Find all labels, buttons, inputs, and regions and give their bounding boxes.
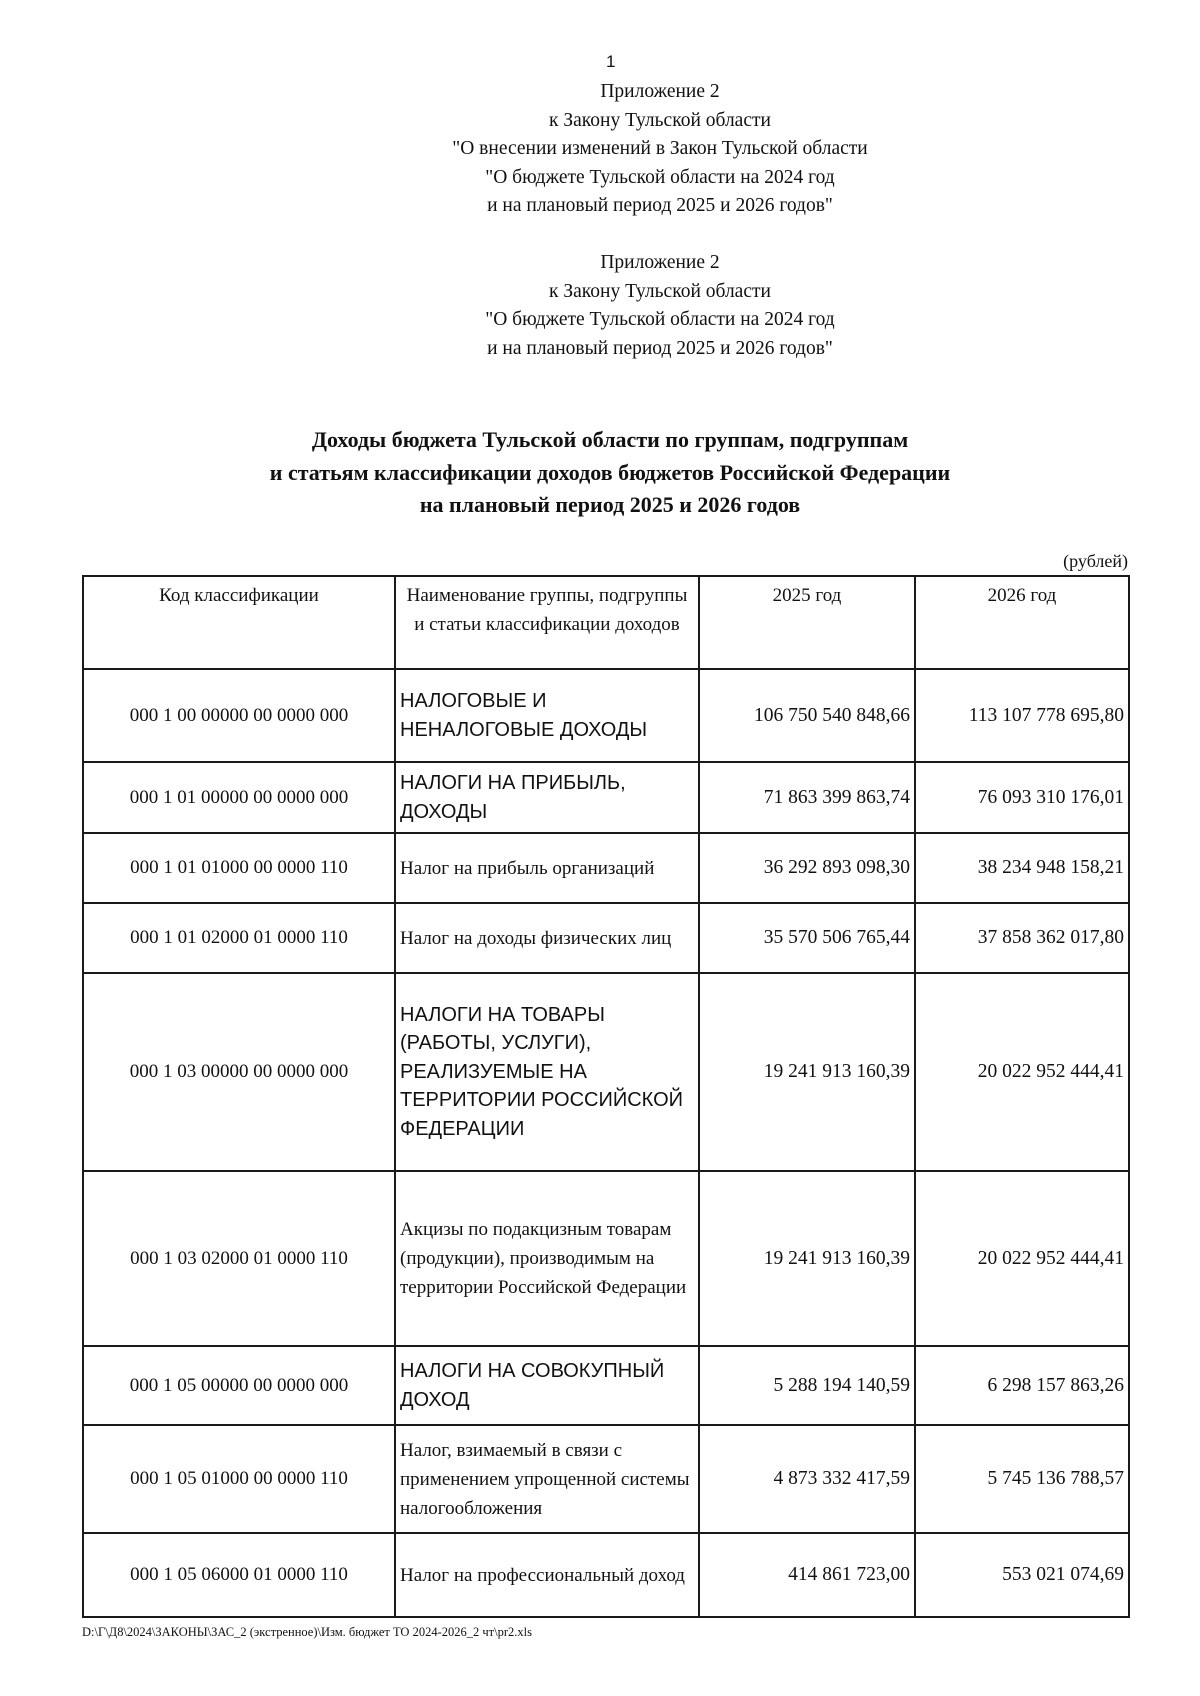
cell-name: НАЛОГИ НА СОВОКУПНЫЙ ДОХОД [395,1346,699,1425]
appendix-line: "О бюджете Тульской области на 2024 год [485,166,835,188]
cell-code: 000 1 01 00000 00 0000 000 [83,762,395,833]
appendix-header-original-law [440,249,880,363]
table-row [83,762,1129,833]
appendix-line: к Закону Тульской области [549,280,771,302]
cell-2026: 6 298 157 863,26 [915,1346,1129,1425]
cell-name: Налог на профессиональный доход [395,1533,699,1617]
units-note: (рублей) [1063,551,1128,571]
cell-code: 000 1 03 00000 00 0000 000 [83,973,395,1171]
appendix-line: к Закону Тульской области [549,109,771,131]
page-number: 1 [606,52,616,71]
cell-2025: 35 570 506 765,44 [699,903,915,973]
cell-2026: 553 021 074,69 [915,1533,1129,1617]
cell-2026: 20 022 952 444,41 [915,1171,1129,1346]
cell-2025: 4 873 332 417,59 [699,1425,915,1533]
header-name: Наименование группы, подгруппы и статьи классификации доходов [395,576,699,669]
title-line: на плановый период 2025 и 2026 годов [419,492,801,517]
file-path-footer: D:\Г\Д8\2024\ЗАКОНЫ\ЗАС_2 (экстренное)\Изм. бюджет ТО 2024-2026_2 чт\pr2.xls [82,1625,532,1639]
header-2026: 2026 год [915,576,1129,669]
cell-code: 000 1 00 00000 00 0000 000 [83,669,395,762]
cell-name: Акцизы по подакцизным товарам (продукции), производимым на территории Российской Федерации [395,1171,699,1346]
title-line: Доходы бюджета Тульской области по группам, подгруппам [311,427,909,452]
cell-name: НАЛОГОВЫЕ И НЕНАЛОГОВЫЕ ДОХОДЫ [395,669,699,762]
header-2025: 2025 год [699,576,915,669]
cell-name: НАЛОГИ НА ПРИБЫЛЬ, ДОХОДЫ [395,762,699,833]
cell-2026: 38 234 948 158,21 [915,833,1129,903]
title-line: и статьям классификации доходов бюджетов Российской Федерации [269,459,951,485]
cell-code: 000 1 01 01000 00 0000 110 [83,833,395,903]
document-title [120,424,1100,522]
table-row [83,1425,1129,1533]
cell-name: Налог, взимаемый в связи с применением упрощенной системы налогообложения [395,1425,699,1533]
cell-name: Налог на доходы физических лиц [395,903,699,973]
table-row [83,903,1129,973]
cell-2026: 76 093 310 176,01 [915,762,1129,833]
table-row [83,1346,1129,1425]
appendix-line: Приложение 2 [600,81,720,102]
cell-2025: 5 288 194 140,59 [699,1346,915,1425]
cell-2025: 19 241 913 160,39 [699,973,915,1171]
table-row [83,669,1129,762]
header-code: Код классификации [83,576,395,669]
cell-name: Налог на прибыль организаций [395,833,699,903]
table-header-row [83,576,1129,669]
cell-code: 000 1 05 06000 01 0000 110 [83,1533,395,1617]
cell-2025: 71 863 399 863,74 [699,762,915,833]
table-row [83,973,1129,1171]
table-row [83,833,1129,903]
income-table [82,575,1130,1618]
appendix-header-amending-law [440,78,880,221]
cell-code: 000 1 01 02000 01 0000 110 [83,903,395,973]
cell-2025: 414 861 723,00 [699,1533,915,1617]
cell-2025: 36 292 893 098,30 [699,833,915,903]
appendix-line: Приложение 2 [600,252,720,273]
cell-2025: 19 241 913 160,39 [699,1171,915,1346]
appendix-line: и на плановый период 2025 и 2026 годов" [487,337,833,359]
cell-2025: 106 750 540 848,66 [699,669,915,762]
cell-2026: 37 858 362 017,80 [915,903,1129,973]
cell-2026: 113 107 778 695,80 [915,669,1129,762]
cell-name: НАЛОГИ НА ТОВАРЫ (РАБОТЫ, УСЛУГИ), РЕАЛИЗУЕМЫЕ НА ТЕРРИТОРИИ РОССИЙСКОЙ ФЕДЕРАЦИИ [395,973,699,1171]
appendix-line: "О внесении изменений в Закон Тульской области [452,138,868,159]
appendix-line: и на плановый период 2025 и 2026 годов" [487,195,833,216]
cell-2026: 5 745 136 788,57 [915,1425,1129,1533]
table-row [83,1533,1129,1617]
cell-2026: 20 022 952 444,41 [915,973,1129,1171]
table-row [83,1171,1129,1346]
cell-code: 000 1 05 01000 00 0000 110 [83,1425,395,1533]
appendix-line: "О бюджете Тульской области на 2024 год [485,309,835,330]
cell-code: 000 1 05 00000 00 0000 000 [83,1346,395,1425]
cell-code: 000 1 03 02000 01 0000 110 [83,1171,395,1346]
